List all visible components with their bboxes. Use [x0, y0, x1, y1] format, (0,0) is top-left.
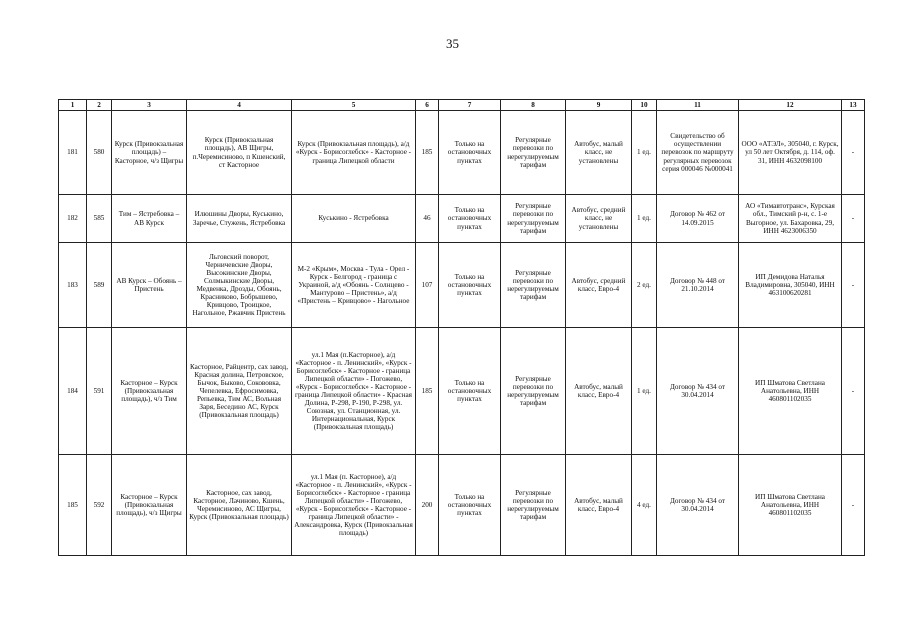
route-name: Курск (Привокзальная площадь) – Касторное, ч/з Щигры: [112, 111, 187, 195]
route-streets: Куськино - Ястребовка: [292, 195, 416, 243]
vehicle-info: Автобус, малый класс, Евро-4: [566, 328, 632, 455]
route-length: 185: [416, 328, 439, 455]
row-number: 184: [59, 328, 87, 455]
route-number: 592: [87, 455, 112, 556]
row-number: 183: [59, 243, 87, 328]
column-header: 10: [632, 100, 657, 111]
column-header: 4: [187, 100, 292, 111]
transport-type: Регулярные перевозки по нерегулируемым тарифам: [501, 111, 566, 195]
route-length: 46: [416, 195, 439, 243]
boarding-order: Только на остановочных пунктах: [439, 111, 501, 195]
route-length: 107: [416, 243, 439, 328]
vehicle-info: Автобус, малый класс, не установлены: [566, 111, 632, 195]
row-number: 181: [59, 111, 87, 195]
route-name: АВ Курск – Обоянь – Пристень: [112, 243, 187, 328]
document-info: Договор № 462 от 14.09.2015: [657, 195, 739, 243]
column-header: 13: [842, 100, 865, 111]
route-name: Касторное – Курск (Привокзальная площадь), ч/з Щигры: [112, 455, 187, 556]
document-info: Договор № 434 от 30.04.2014: [657, 328, 739, 455]
route-stops: Касторное, Райцентр, сах завод, Красная долина, Петровское, Бычок, Быково, Сокововка, Чепелевка, Ефросимовка, Репьевка, Тим АС, Вольная Заря, Бесединo АС, Курск (Привокзальная площадь): [187, 328, 292, 455]
extra-cell: -: [842, 195, 865, 243]
route-name: Тим – Ястребовка – АВ Курск: [112, 195, 187, 243]
route-streets: ул.1 Мая (п.Касторное), а/д «Касторное - п. Ленинский», «Курск - Борисоглебск» - Касторное - граница Липецкой области» - Погожево, «Курск - Борисоглебск» - Касторное - граница Липецкой области» - Красная Долина, Р-298, Р-190, Р-298, ул. Союзная, ул. Станционная, ул. Интернациональная, Курск (Привокзальная площадь): [292, 328, 416, 455]
table-row: [59, 111, 865, 195]
route-stops: Касторное, сах завод, Касторное, Лачиново, Кшень, Черемисиново, АС Щигры, Курск (Привокзальная площадь): [187, 455, 292, 556]
page-number: 35: [446, 36, 459, 51]
route-number: 589: [87, 243, 112, 328]
document-info: Договор № 434 от 30.04.2014: [657, 455, 739, 556]
route-number: 591: [87, 328, 112, 455]
route-streets: Курск (Привокзальная площадь), а/д «Курск - Борисоглебск» - Касторное - граница Липецкой области: [292, 111, 416, 195]
vehicle-count: 2 ед.: [632, 243, 657, 328]
route-length: 185: [416, 111, 439, 195]
extra-cell: -: [842, 455, 865, 556]
route-stops: Льговский поворот, Черничевские Дворы, Высокинские Дворы, Солмыкинские Дворы, Медвенка, Дрозды, Обоянь, Красниково, Бобрышево, Кривцово, Троицкое, Нагольное, Ржавчик Пристень: [187, 243, 292, 328]
carrier-info: ИП Шматова Светлана Анатольевна, ИНН 460801102035: [739, 328, 842, 455]
vehicle-info: Автобус, средний класс, Евро-4: [566, 243, 632, 328]
boarding-order: Только на остановочных пунктах: [439, 243, 501, 328]
vehicle-count: 1 ед.: [632, 111, 657, 195]
table-row: [59, 455, 865, 556]
column-header: 5: [292, 100, 416, 111]
document-info: Договор № 448 от 21.10.2014: [657, 243, 739, 328]
extra-cell: -: [842, 328, 865, 455]
vehicle-count: 1 ед.: [632, 328, 657, 455]
boarding-order: Только на остановочных пунктах: [439, 195, 501, 243]
column-header: 7: [439, 100, 501, 111]
table-row: [59, 243, 865, 328]
vehicle-info: Автобус, малый класс, Евро-4: [566, 455, 632, 556]
carrier-info: ООО «АТЭЛ», 305040, г. Курск, ул 50 лет Октября, д. 114, оф. 31, ИНН 4632098100: [739, 111, 842, 195]
table-row: [59, 328, 865, 455]
route-stops: Курск (Привокзальная площадь), АВ Щигры, п.Черемисиново, п Кшенский, ст Касторное: [187, 111, 292, 195]
route-streets: М-2 «Крым», Москва - Тула - Орел - Курск - Белгород - граница с Украиной, а/д «Обоянь - Солнцево - Мантурово – Пристень», а/д «Пристень – Кривцово» - Нагольное: [292, 243, 416, 328]
transport-type: Регулярные перевозки по нерегулируемым тарифам: [501, 455, 566, 556]
route-stops: Илюшины Дворы, Куськино, Заречье, Стужень, Ястребовка: [187, 195, 292, 243]
column-header: 6: [416, 100, 439, 111]
vehicle-count: 4 ед.: [632, 455, 657, 556]
document-info: Свидетельство об осуществлении перевозок по маршруту регулярных перевозок серия 000046 №000041: [657, 111, 739, 195]
column-header: 9: [566, 100, 632, 111]
carrier-info: ИП Шматова Светлана Анатольевна, ИНН 460801102035: [739, 455, 842, 556]
vehicle-count: 1 ед.: [632, 195, 657, 243]
table-row: [59, 195, 865, 243]
row-number: 182: [59, 195, 87, 243]
row-number: 185: [59, 455, 87, 556]
extra-cell: -: [842, 243, 865, 328]
column-header: 12: [739, 100, 842, 111]
routes-table: [58, 99, 865, 556]
boarding-order: Только на остановочных пунктах: [439, 455, 501, 556]
boarding-order: Только на остановочных пунктах: [439, 328, 501, 455]
column-header: 11: [657, 100, 739, 111]
carrier-info: ИП Демидова Наталья Владимировна, 305040, ИНН 463100620281: [739, 243, 842, 328]
header-row: [59, 100, 865, 111]
column-header: 1: [59, 100, 87, 111]
route-length: 200: [416, 455, 439, 556]
route-streets: ул.1 Мая (п. Касторное), а/д «Касторное - п. Ленинский», «Курск - Борисоглебск» - Касторное - граница Липецкой области» - Погожево, «Курск - Борисоглебск» - Касторное - граница Липецкой области» - Александровка, Курск (Привокзальная площадь): [292, 455, 416, 556]
transport-type: Регулярные перевозки по нерегулируемым тарифам: [501, 195, 566, 243]
route-number: 580: [87, 111, 112, 195]
extra-cell: -: [842, 111, 865, 195]
transport-type: Регулярные перевозки по нерегулируемым тарифам: [501, 243, 566, 328]
route-name: Касторное – Курск (Привокзальная площадь), ч/з Тим: [112, 328, 187, 455]
column-header: 3: [112, 100, 187, 111]
column-header: 2: [87, 100, 112, 111]
column-header: 8: [501, 100, 566, 111]
transport-type: Регулярные перевозки по нерегулируемым тарифам: [501, 328, 566, 455]
carrier-info: АО «Тимавтотранс», Курская обл., Тимский р-н, с. 1-е Выгорное, ул. Бахаровка, 29, ИНН 4623006350: [739, 195, 842, 243]
route-number: 585: [87, 195, 112, 243]
vehicle-info: Автобус, средний класс, не установлены: [566, 195, 632, 243]
